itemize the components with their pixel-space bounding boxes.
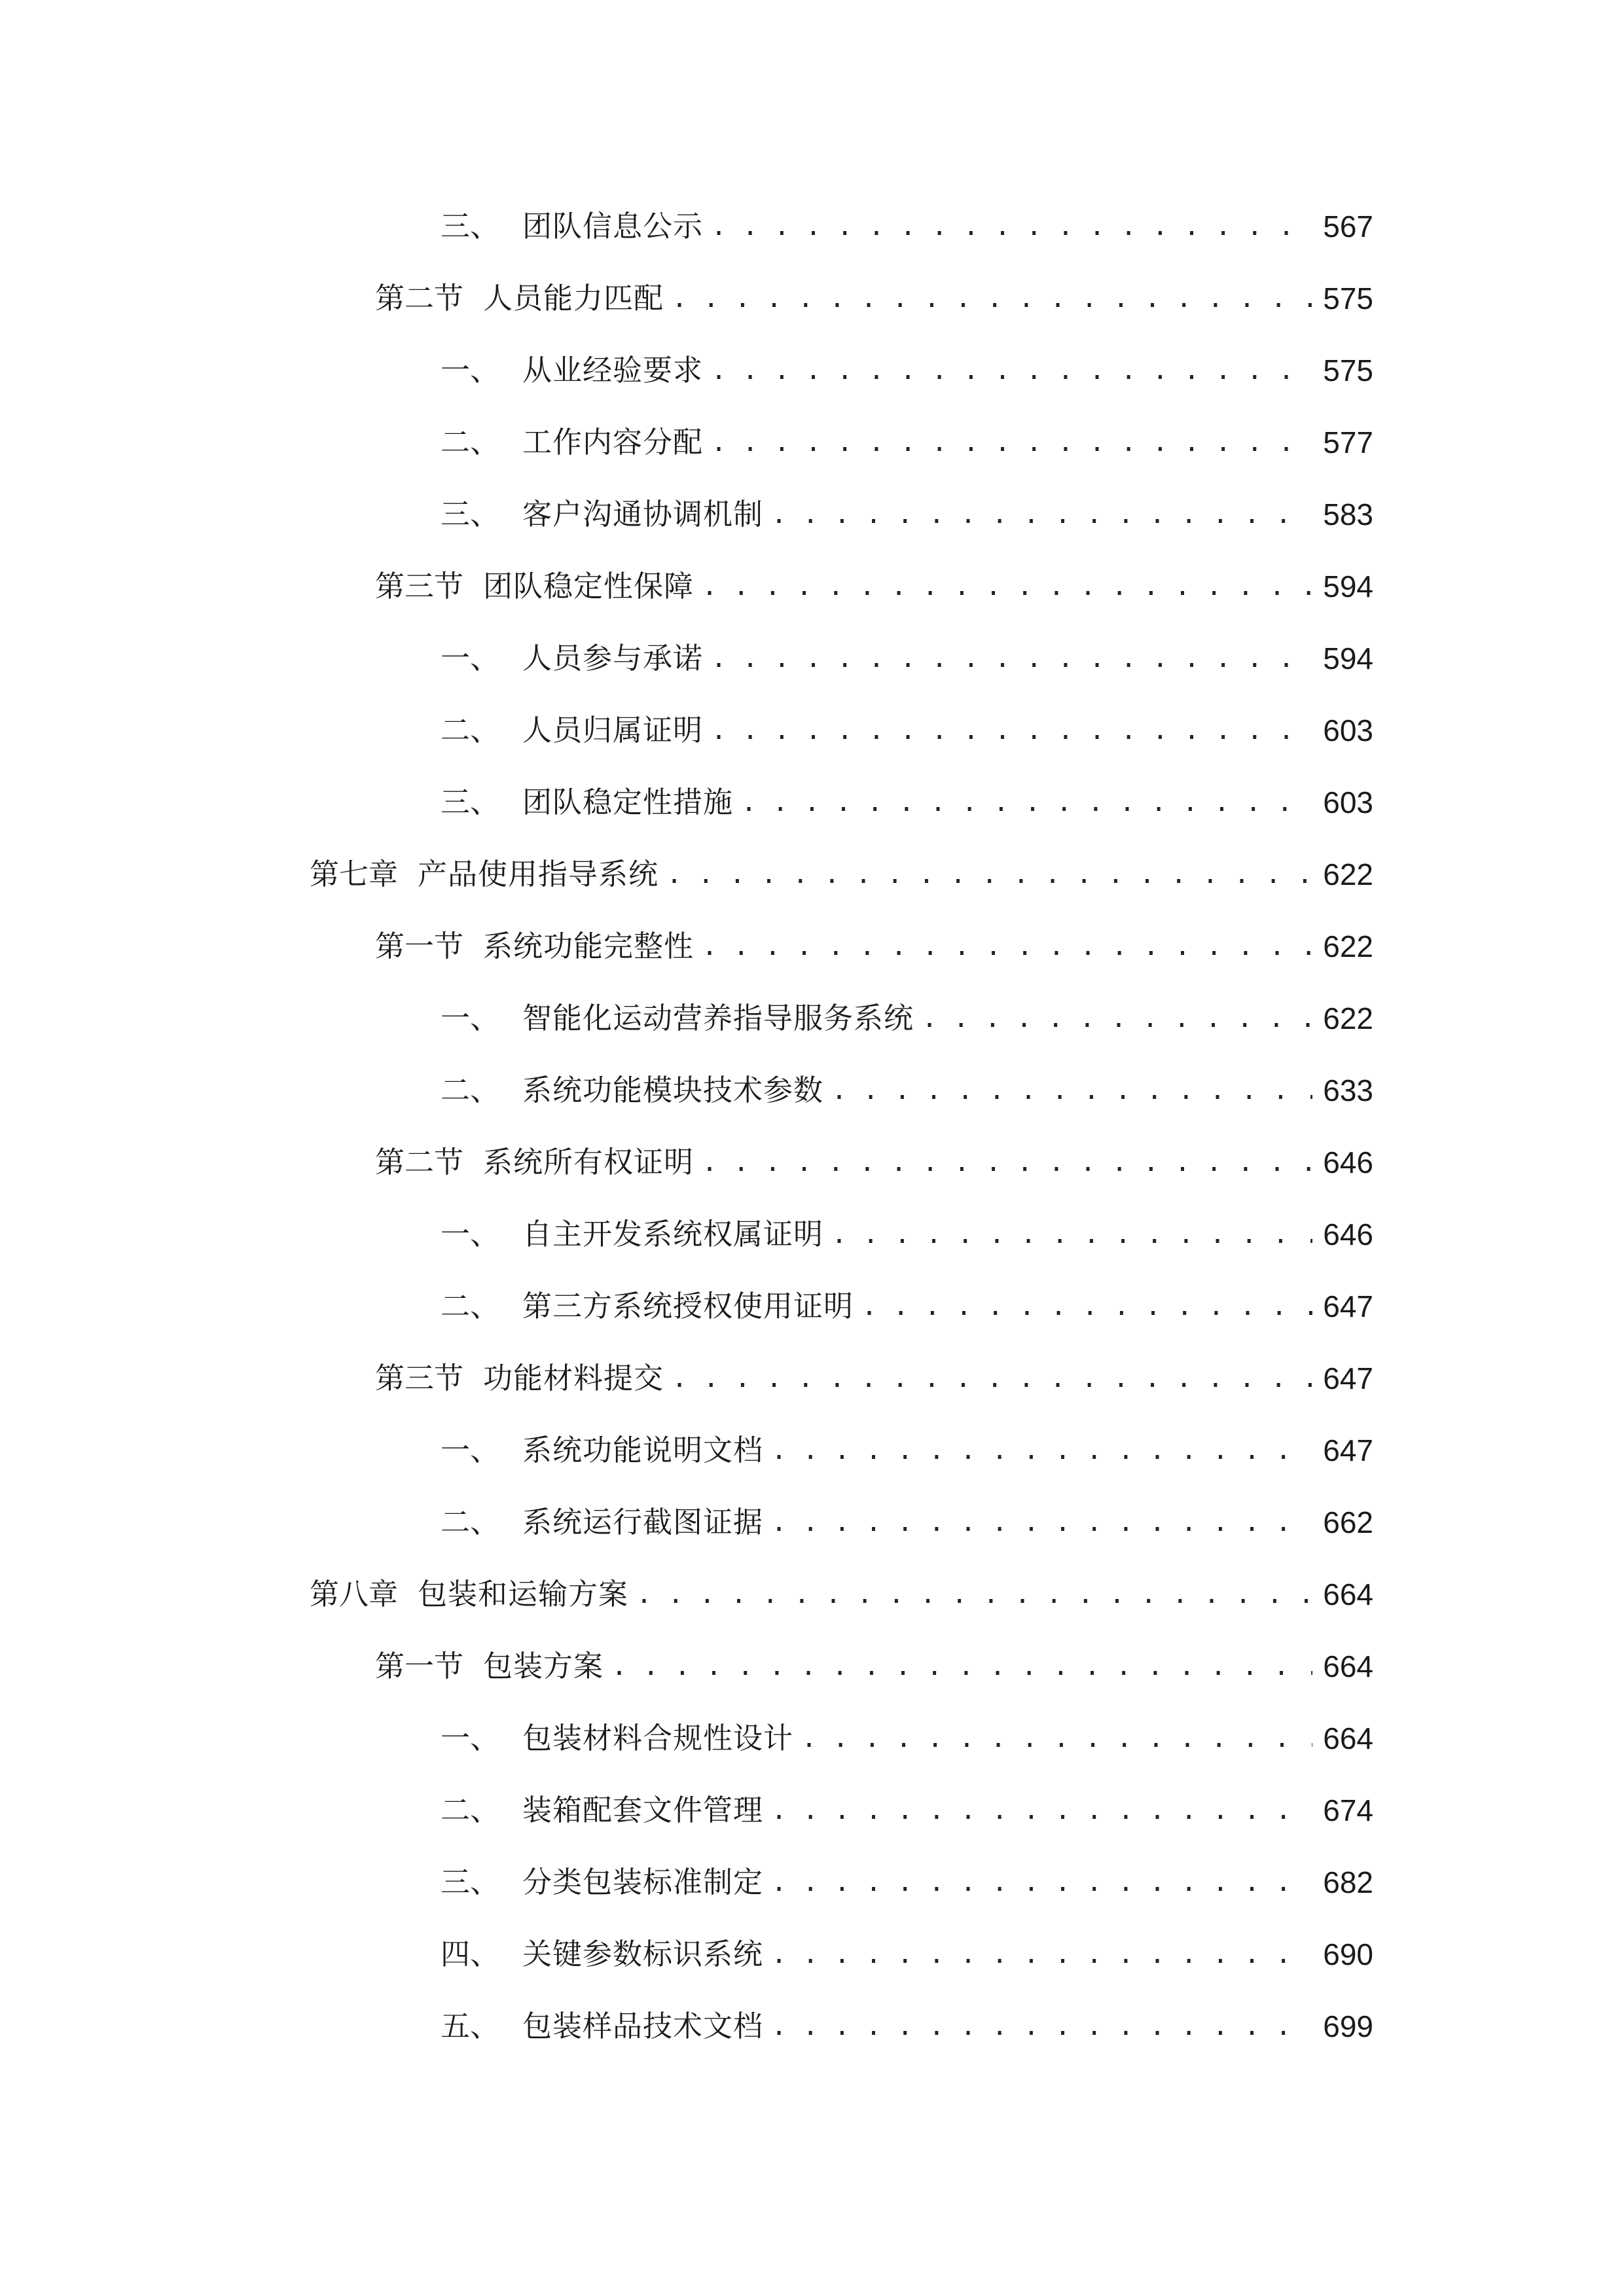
- toc-dot-leader: [711, 416, 1312, 469]
- toc-entry-title: 人员能力匹配: [483, 281, 664, 315]
- toc-entry[interactable]: [441, 704, 1373, 757]
- toc-entry-title: 系统功能说明文档: [522, 1433, 764, 1467]
- toc-dot-leader: [771, 1784, 1312, 1837]
- toc-dot-leader: [666, 848, 1312, 901]
- toc-entry-page: 662: [1323, 1505, 1373, 1539]
- toc-entry-page: 647: [1323, 1433, 1373, 1467]
- toc-dot-leader: [611, 1640, 1312, 1693]
- toc-entry-title: 团队稳定性保障: [483, 569, 695, 603]
- toc-entry-title: 团队稳定性措施: [522, 785, 734, 819]
- toc-entry-page: 575: [1323, 353, 1373, 387]
- toc-dot-leader: [771, 1856, 1312, 1909]
- toc-entry-page: 646: [1323, 1145, 1373, 1179]
- toc-dot-leader: [861, 1280, 1312, 1333]
- toc-entry[interactable]: [441, 1280, 1373, 1333]
- toc-entry[interactable]: [441, 344, 1373, 397]
- toc-entry[interactable]: [375, 1640, 1373, 1693]
- toc-entry[interactable]: [441, 1208, 1373, 1261]
- toc-entry-page: 664: [1323, 1649, 1373, 1683]
- toc-entry-page: 682: [1323, 1865, 1373, 1899]
- toc-entry-title: 产品使用指导系统: [418, 857, 659, 891]
- toc-dot-leader: [741, 776, 1312, 829]
- toc-entry-page: 664: [1323, 1721, 1373, 1755]
- toc-entry[interactable]: [441, 632, 1373, 685]
- toc-entry[interactable]: [375, 272, 1373, 325]
- toc-entry-number: 第八章: [310, 1577, 399, 1611]
- toc-entry-number: 第三节: [375, 569, 464, 603]
- toc-entry-page: 575: [1323, 281, 1373, 315]
- toc-entry[interactable]: [441, 1712, 1373, 1765]
- toc-entry-number: 二、: [441, 425, 500, 459]
- toc-entry[interactable]: [441, 2000, 1373, 2053]
- toc-entry[interactable]: [441, 488, 1373, 541]
- toc-entry[interactable]: [441, 1064, 1373, 1117]
- toc-entry-page: 664: [1323, 1577, 1373, 1611]
- toc-entry-number: 第三节: [375, 1361, 464, 1395]
- toc-entry-number: 二、: [441, 713, 500, 747]
- toc-dot-leader: [702, 560, 1312, 613]
- toc-entry-page: 690: [1323, 1937, 1373, 1971]
- toc-entry-number: 第一节: [375, 1649, 464, 1683]
- toc-entry-page: 577: [1323, 425, 1373, 459]
- toc-entry-number: 二、: [441, 1289, 500, 1323]
- toc-entry-title: 团队信息公示: [522, 209, 704, 243]
- toc-entry-number: 三、: [441, 497, 500, 531]
- toc-entry-title: 第三方系统授权使用证明: [522, 1289, 854, 1323]
- toc-dot-leader: [831, 1208, 1312, 1261]
- toc-entry-title: 客户沟通协调机制: [522, 497, 764, 531]
- toc-entry-number: 三、: [441, 785, 500, 819]
- toc-dot-leader: [711, 200, 1312, 253]
- toc-entry-number: 二、: [441, 1793, 500, 1827]
- toc-entry-title: 系统功能完整性: [483, 929, 695, 963]
- toc-entry-title: 包装样品技术文档: [522, 2009, 764, 2043]
- toc-dot-leader: [672, 272, 1312, 325]
- toc-dot-leader: [831, 1064, 1312, 1117]
- toc-entry[interactable]: [441, 776, 1373, 829]
- toc-entry[interactable]: [310, 1568, 1373, 1621]
- toc-entry-number: 一、: [441, 641, 500, 675]
- toc-entry-number: 一、: [441, 1433, 500, 1467]
- toc-entry-page: 622: [1323, 929, 1373, 963]
- toc-entry-number: 第一节: [375, 929, 464, 963]
- toc-entry[interactable]: [375, 1352, 1373, 1405]
- toc-entry-title: 系统功能模块技术参数: [522, 1073, 824, 1107]
- toc-entry-title: 系统运行截图证据: [522, 1505, 764, 1539]
- toc-entry-number: 第二节: [375, 1145, 464, 1179]
- toc-entry[interactable]: [441, 1928, 1373, 1981]
- toc-entry-title: 人员参与承诺: [522, 641, 704, 675]
- toc-dot-leader: [771, 1928, 1312, 1981]
- toc-entry[interactable]: [441, 416, 1373, 469]
- toc-dot-leader: [771, 2000, 1312, 2053]
- toc-entry-number: 三、: [441, 1865, 500, 1899]
- toc-entry-title: 包装方案: [483, 1649, 604, 1683]
- toc-entry-page: 603: [1323, 713, 1373, 747]
- toc-entry-title: 系统所有权证明: [483, 1145, 695, 1179]
- toc-entry-number: 四、: [441, 1937, 500, 1971]
- toc-dot-leader: [711, 344, 1312, 397]
- toc-entry-page: 594: [1323, 641, 1373, 675]
- toc-entry-page: 699: [1323, 2009, 1373, 2043]
- toc-dot-leader: [922, 992, 1312, 1045]
- toc-entry-title: 分类包装标准制定: [522, 1865, 764, 1899]
- toc-dot-leader: [636, 1568, 1312, 1621]
- toc-dot-leader: [711, 632, 1312, 685]
- toc-entry-title: 功能材料提交: [483, 1361, 664, 1395]
- toc-entry-page: 647: [1323, 1361, 1373, 1395]
- toc-entry-title: 智能化运动营养指导服务系统: [522, 1001, 914, 1035]
- toc-entry-title: 关键参数标识系统: [522, 1937, 764, 1971]
- toc-entry[interactable]: [441, 200, 1373, 253]
- toc-entry-page: 646: [1323, 1217, 1373, 1251]
- toc-dot-leader: [801, 1712, 1312, 1765]
- toc-entry-page: 594: [1323, 569, 1373, 603]
- toc-dot-leader: [771, 488, 1312, 541]
- toc-entry-number: 一、: [441, 1217, 500, 1251]
- toc-entry-number: 二、: [441, 1505, 500, 1539]
- toc-entry-page: 622: [1323, 1001, 1373, 1035]
- toc-entry-number: 第七章: [310, 857, 399, 891]
- toc-entry-page: 603: [1323, 785, 1373, 819]
- toc-entry[interactable]: [441, 1856, 1373, 1909]
- toc-entry-page: 674: [1323, 1793, 1373, 1827]
- toc-entry[interactable]: [375, 1136, 1373, 1189]
- toc-entry[interactable]: [441, 1784, 1373, 1837]
- toc-entry-page: 567: [1323, 209, 1373, 243]
- toc-entry-title: 人员归属证明: [522, 713, 704, 747]
- toc-entry-title: 包装和运输方案: [418, 1577, 629, 1611]
- toc-dot-leader: [672, 1352, 1312, 1405]
- toc-entry-page: 633: [1323, 1073, 1373, 1107]
- toc-entry-number: 第二节: [375, 281, 464, 315]
- toc-dot-leader: [702, 920, 1312, 973]
- toc-entry-title: 自主开发系统权属证明: [522, 1217, 824, 1251]
- toc-entry-page: 622: [1323, 857, 1373, 891]
- toc-entry-page: 583: [1323, 497, 1373, 531]
- toc-entry[interactable]: [375, 920, 1373, 973]
- toc-entry[interactable]: [441, 1424, 1373, 1477]
- toc-dot-leader: [771, 1424, 1312, 1477]
- toc-entry[interactable]: [310, 848, 1373, 901]
- toc-entry-title: 工作内容分配: [522, 425, 704, 459]
- toc-entry-number: 三、: [441, 209, 500, 243]
- toc-dot-leader: [711, 704, 1312, 757]
- toc-entry-title: 从业经验要求: [522, 353, 704, 387]
- toc-entry-title: 包装材料合规性设计: [522, 1721, 794, 1755]
- toc-dot-leader: [771, 1496, 1312, 1549]
- toc-entry-number: 一、: [441, 1001, 500, 1035]
- toc-entry[interactable]: [441, 1496, 1373, 1549]
- toc-entry-number: 一、: [441, 353, 500, 387]
- toc-entry-page: 647: [1323, 1289, 1373, 1323]
- toc-entry[interactable]: [375, 560, 1373, 613]
- toc-entry-number: 一、: [441, 1721, 500, 1755]
- toc-entry-title: 装箱配套文件管理: [522, 1793, 764, 1827]
- toc-entry-number: 二、: [441, 1073, 500, 1107]
- toc-entry-number: 五、: [441, 2009, 500, 2043]
- toc-entry[interactable]: [441, 992, 1373, 1045]
- toc-dot-leader: [702, 1136, 1312, 1189]
